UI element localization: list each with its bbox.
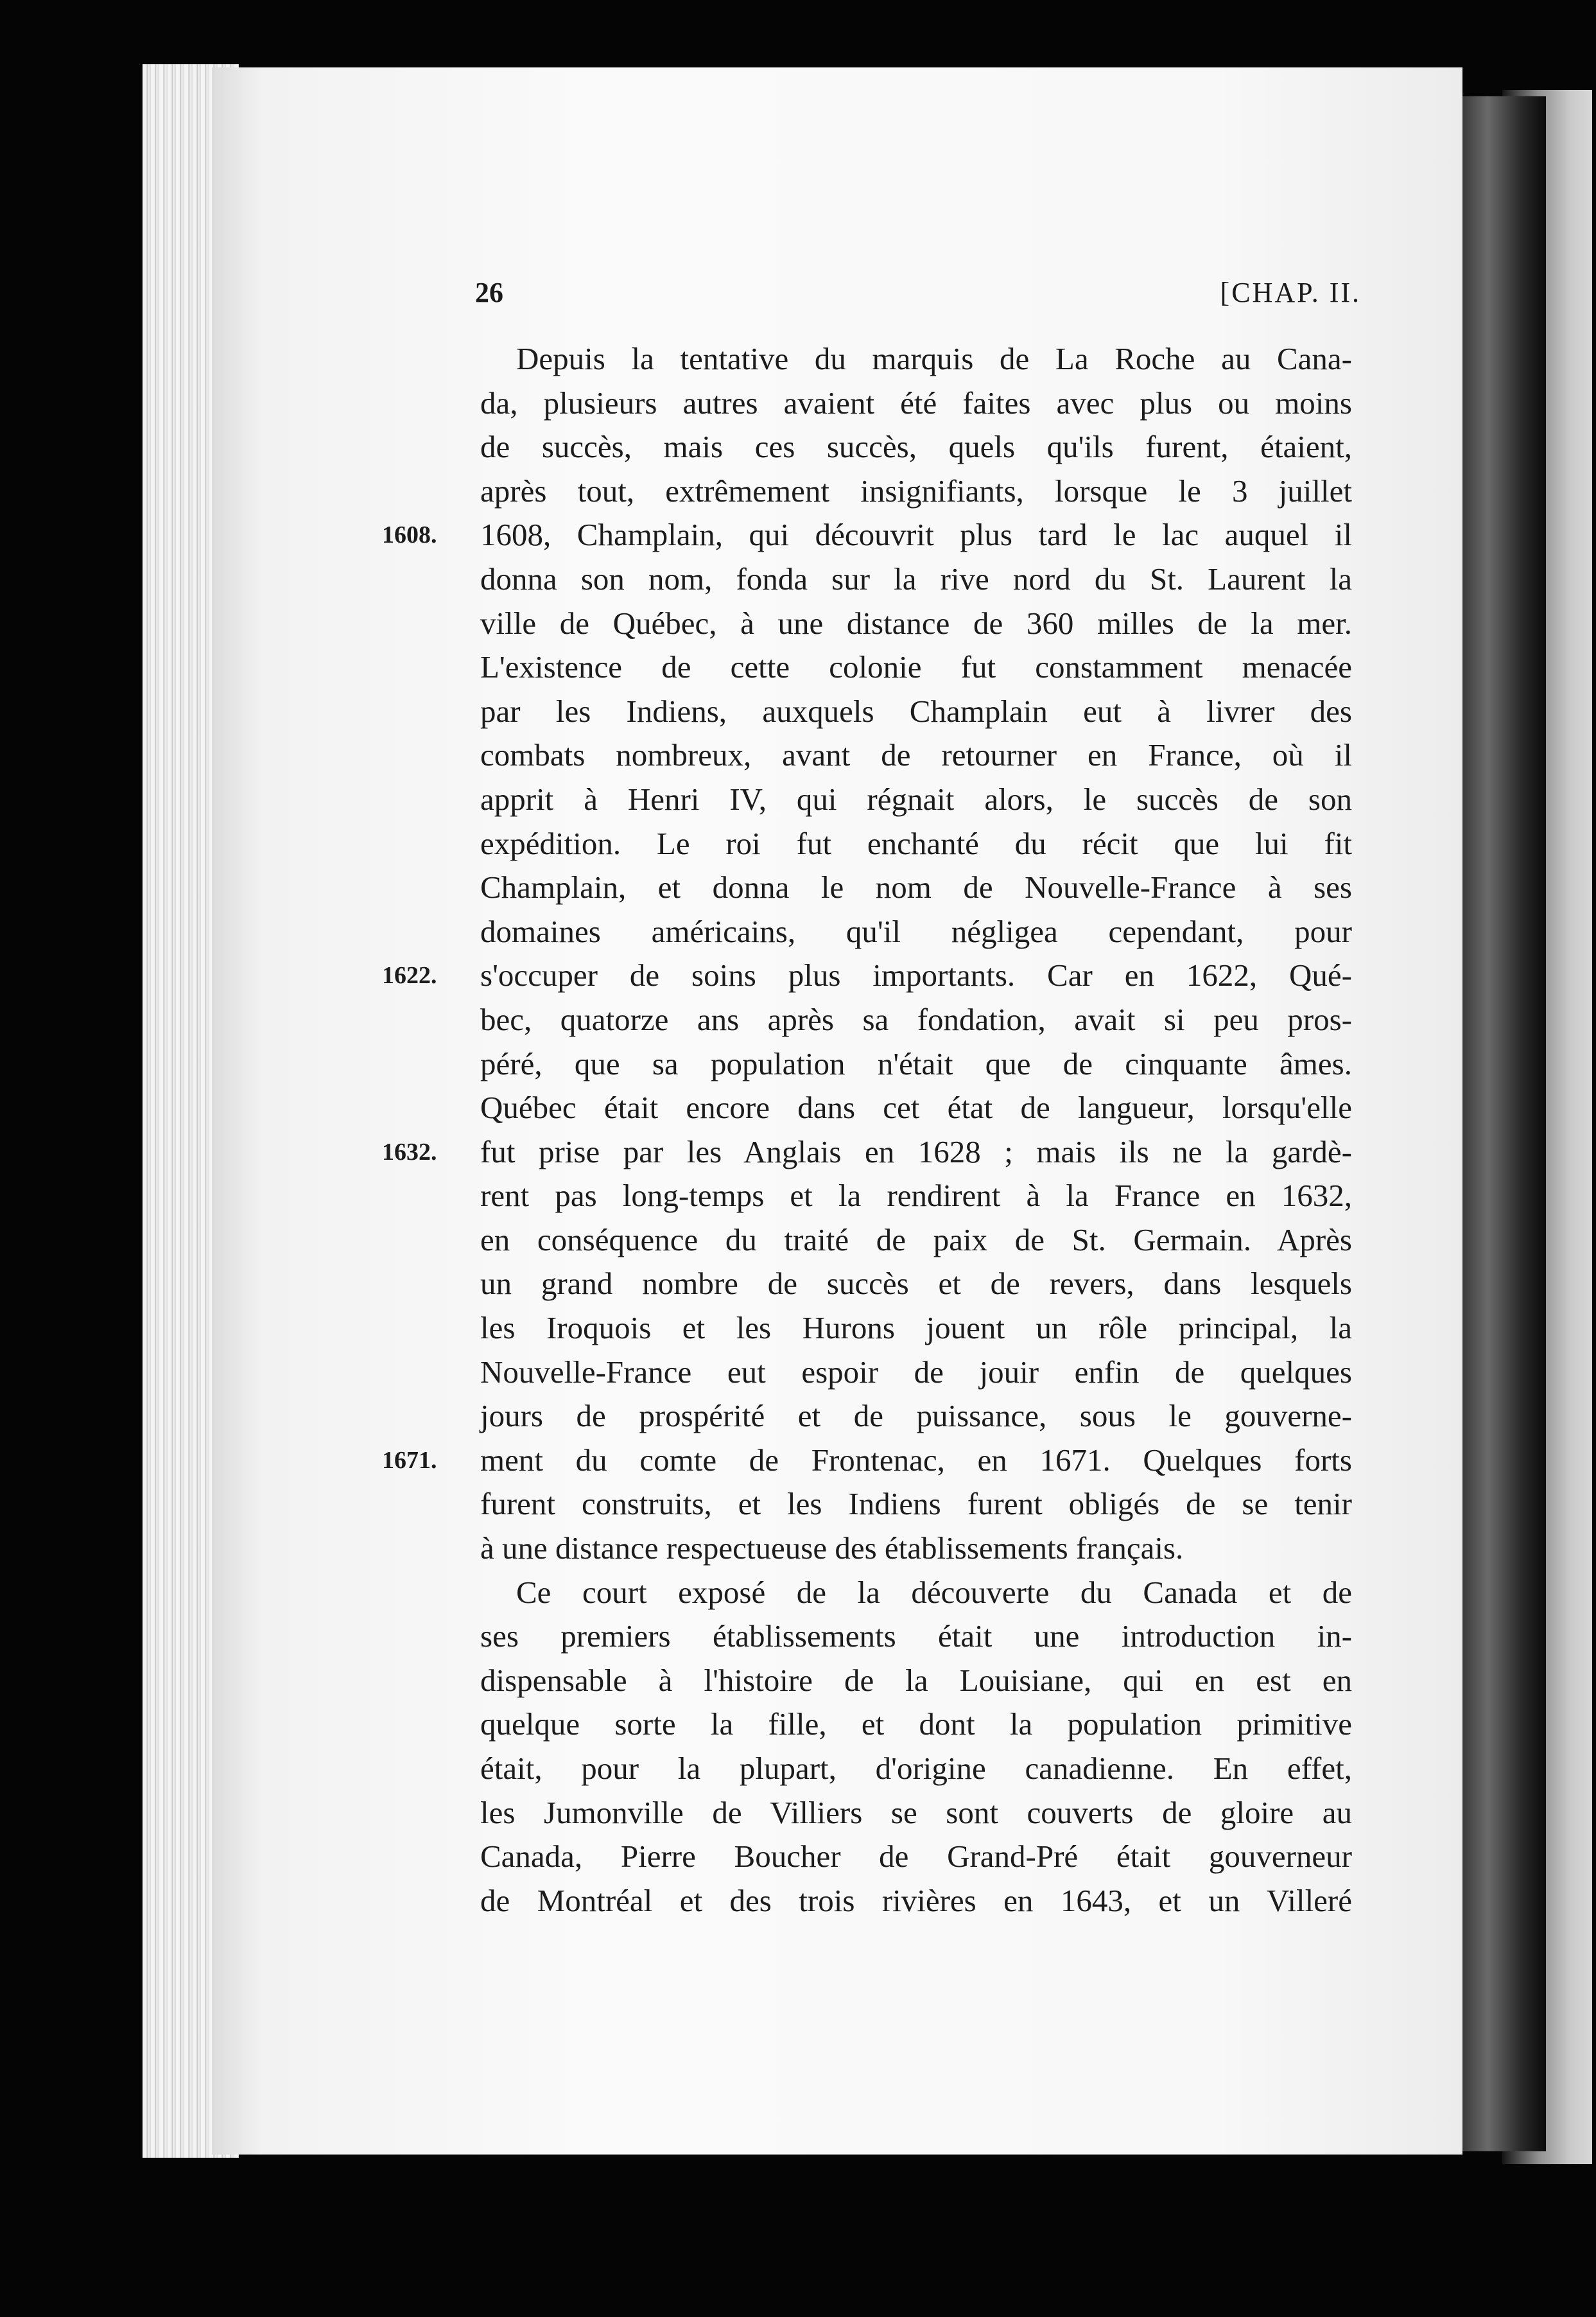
text-line: combats nombreux, avant de retourner en France, où il bbox=[480, 737, 1352, 773]
text-line: s'occuper de soins plus importants. Car en 1622, Qué- bbox=[480, 957, 1352, 993]
text-line: ville de Québec, à une distance de 360 milles de la mer. bbox=[480, 605, 1352, 641]
text-line: Canada, Pierre Boucher de Grand-Pré était gouverneur bbox=[480, 1839, 1352, 1875]
text-line: Nouvelle-France eut espoir de jouir enfin de quelques bbox=[480, 1354, 1352, 1390]
text-line: après tout, extrêmement insignifiants, lorsque le 3 juillet bbox=[480, 473, 1352, 509]
text-line: dispensable à l'histoire de la Louisiane, qui en est en bbox=[480, 1662, 1352, 1698]
text-line: fut prise par les Anglais en 1628 ; mais ils ne la gardè- bbox=[480, 1133, 1352, 1169]
margin-year: 1608. bbox=[382, 521, 437, 549]
text-line: péré, que sa population n'était que de cinquante âmes. bbox=[480, 1045, 1352, 1081]
text-line: furent construits, et les Indiens furent obligés de se tenir bbox=[480, 1486, 1352, 1522]
chapter-reference: [CHAP. II. bbox=[1220, 277, 1361, 308]
text-line: de succès, mais ces succès, quels qu'ils furent, étaient, bbox=[480, 429, 1352, 465]
text-line: 1608, Champlain, qui découvrit plus tard le lac auquel il bbox=[480, 517, 1352, 553]
margin-year: 1632. bbox=[382, 1138, 437, 1166]
text-line: domaines américains, qu'il négligea cependant, pour bbox=[480, 913, 1352, 949]
text-line: quelque sorte la fille, et dont la population primitive bbox=[480, 1706, 1352, 1742]
text-line: par les Indiens, auxquels Champlain eut à livrer des bbox=[480, 693, 1352, 729]
running-head bbox=[475, 276, 1361, 315]
page-number: 26 bbox=[475, 277, 503, 308]
text-line: un grand nombre de succès et de revers, dans lesquels bbox=[480, 1266, 1352, 1302]
text-line: Québec était encore dans cet état de langueur, lorsqu'elle bbox=[480, 1090, 1352, 1126]
text-line: bec, quatorze ans après sa fondation, avait si peu pros- bbox=[480, 1001, 1352, 1037]
text-line: en conséquence du traité de paix de St. Germain. Après bbox=[480, 1221, 1352, 1257]
text-line: Ce court exposé de la découverte du Canada et de bbox=[516, 1574, 1352, 1610]
text-line: les Jumonville de Villiers se sont couverts de gloire au bbox=[480, 1794, 1352, 1830]
text-line: ment du comte de Frontenac, en 1671. Quelques forts bbox=[480, 1442, 1352, 1478]
text-line: jours de prospérité et de puissance, sous le gouverne- bbox=[480, 1398, 1352, 1434]
text-line: da, plusieurs autres avaient été faites avec plus ou moins bbox=[480, 385, 1352, 421]
text-line: L'existence de cette colonie fut constamment menacée bbox=[480, 649, 1352, 685]
text-line: était, pour la plupart, d'origine canadienne. En effet, bbox=[480, 1751, 1352, 1786]
text-line: Depuis la tentative du marquis de La Roche au Cana- bbox=[516, 341, 1352, 376]
text-line: expédition. Le roi fut enchanté du récit que lui fit bbox=[480, 825, 1352, 861]
text-line: apprit à Henri IV, qui régnait alors, le succès de son bbox=[480, 781, 1352, 817]
text-line: à une distance respectueuse des établissements français. bbox=[480, 1530, 1184, 1566]
margin-year: 1622. bbox=[382, 962, 437, 990]
text-line: Champlain, et donna le nom de Nouvelle-France à ses bbox=[480, 870, 1352, 905]
text-line: rent pas long-temps et la rendirent à la France en 1632, bbox=[480, 1178, 1352, 1214]
margin-year: 1671. bbox=[382, 1447, 437, 1474]
gutter-shadow bbox=[1462, 96, 1546, 2151]
body-text bbox=[480, 337, 1352, 1923]
text-line: donna son nom, fonda sur la rive nord du St. Laurent la bbox=[480, 561, 1352, 597]
text-line: les Iroquois et les Hurons jouent un rôle principal, la bbox=[480, 1310, 1352, 1346]
text-line: de Montréal et des trois rivières en 1643, et un Villeré bbox=[480, 1882, 1352, 1918]
text-line: ses premiers établissements était une introduction in- bbox=[480, 1618, 1352, 1654]
